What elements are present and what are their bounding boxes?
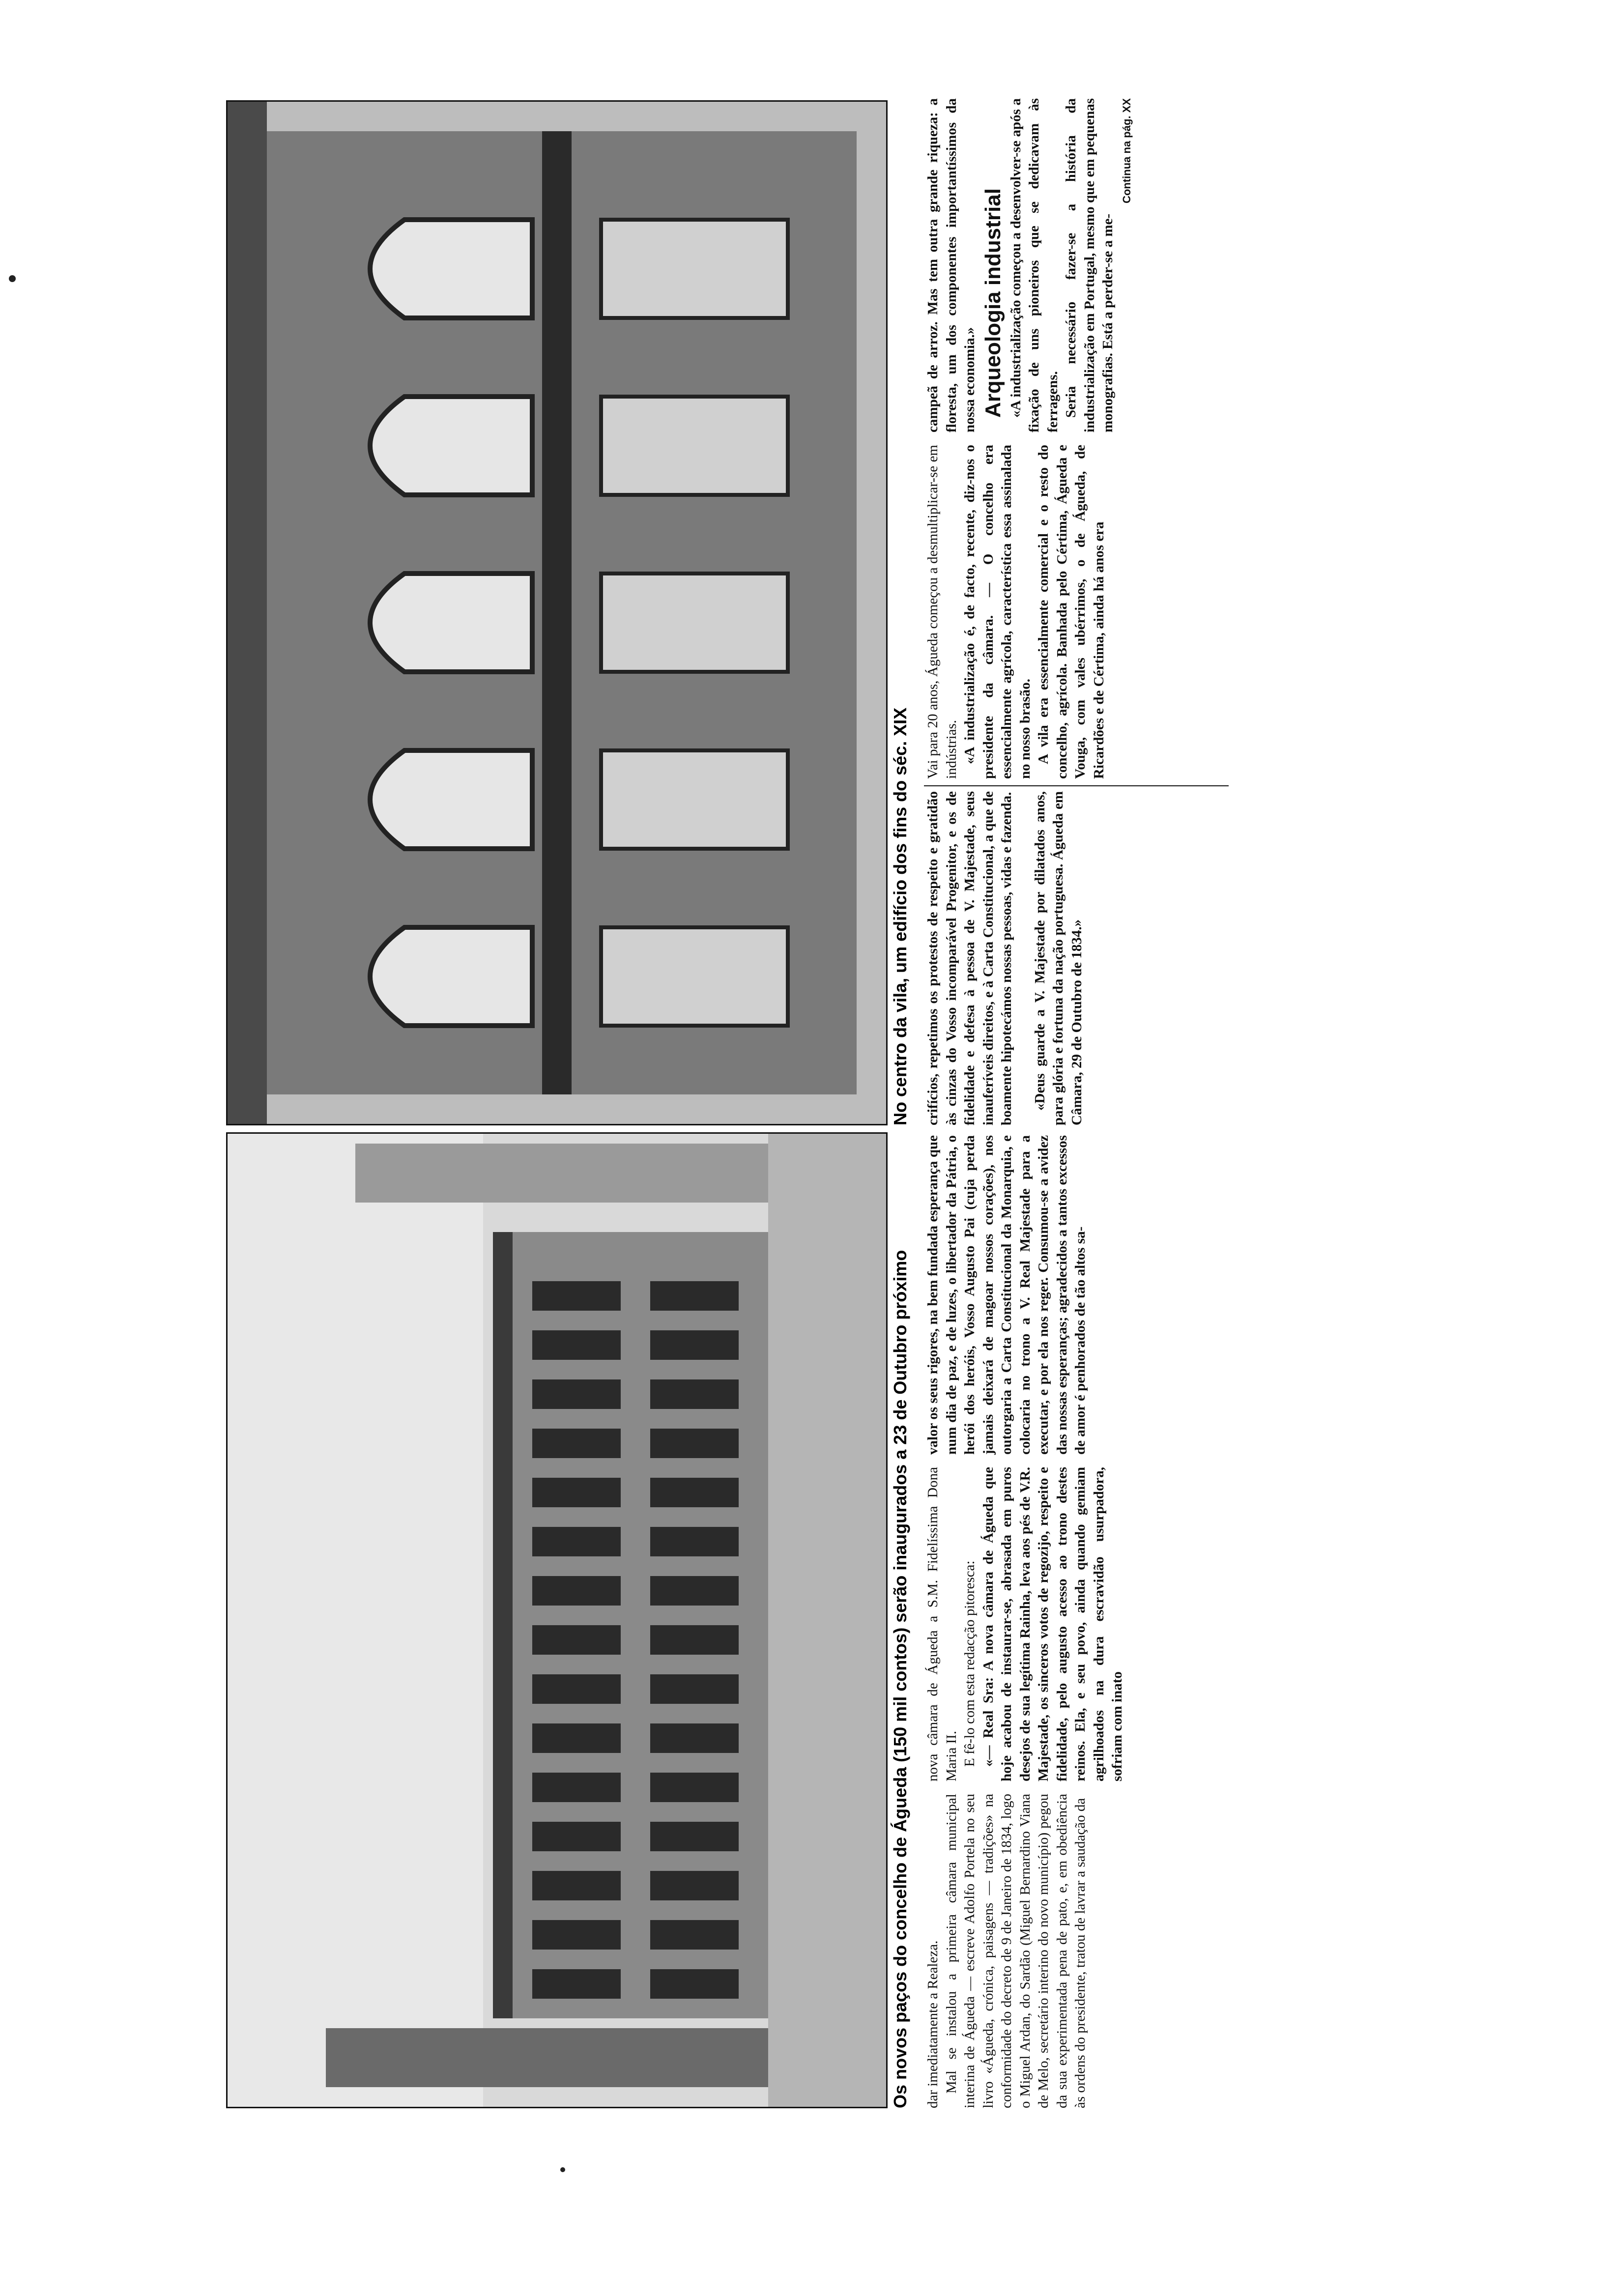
col1-paragraph-2: Mal se instalou a primeira câmara municipal interina de Águeda — escreve Adolfo Portela no seu livro «Águeda, crónica, paisagens — tradições» na conformidade do decreto de 9 de Janeiro de 1834, logo o Miguel Ardan, do Sardão (Miguel Bernardino Viana de Melo, secretário interino do novo município) pegou da sua experimentada pena de pato, e, em obediência às ordens do presidente, tratou de lavrar a saudação da xyxy=(943,1794,1088,2108)
historic-building-photo xyxy=(226,100,888,1125)
newspaper-page xyxy=(221,84,1352,2113)
col2-paragraph-3: «— Real Sra: A nova câmara de Águeda que hoje acabou de instaurar-se, abrasada em puros desejos de sua legítima Rainha, leva aos pés de V.R. Majestade, os sinceros votos de regozijo, respeito e fidelidade, pelo augusto acesso ao trono destes reinos. Ela, e seu povo, ainda quando gemiam agrilhoados na dura escravidão usurpadora, sofriam com inato xyxy=(980,1467,1125,1781)
scan-speck xyxy=(9,275,16,282)
col5-paragraph-3: A vila era essencialmente comercial e o resto do concelho, agrícola. Banhada pelo Cértima, Águeda e Vouga, com vales ubérrimos, o de Águeda, de Ricardões e de Cértima, ainda há anos era xyxy=(1036,445,1107,779)
section-subhead: Arqueologia industrial xyxy=(980,188,1005,418)
historic-building-icon xyxy=(228,102,886,1124)
col3-paragraph-1: valor os seus rigores, na bem fundada esperança que num dia de paz, e de luzes, o libertador da Pátria, o herói dos heróis, Vosso Augusto Pai (cuja perda jamais deixará de magoar nossos corações), nos outorgaria a Carta Constitucional da Monarquia, e colocaria no trono a V. Real Majestade para a executar, e por ela nos reger. Consumou-se a avidez das nossas esperanças; agradecidos a tantos excessos de amor é penhorados de tão altos sa- xyxy=(925,1135,1088,1455)
col6-paragraph-2: «A industrialização começou a desenvolver-se após a fixação de uns pioneiros que se dedicavam às ferragens. xyxy=(1008,98,1061,432)
col2-paragraph-1: nova câmara de Águeda a S.M. Fidelíssima Dona Maria II. xyxy=(925,1467,959,1781)
column-2 xyxy=(924,1467,1127,1781)
scan-speck xyxy=(560,2167,565,2172)
col4-paragraph-1: crifícios, repetimos os protestos de respeito e gratidão às cinzas do Vosso incomparável Progenitor, e os de fidelidade e defesa à pessoa de V. Majestade, seus inauferíveis direitos, e à Carta Constitucional, a que de boamente hipotecámos nossas pessoas, vidas e fazenda. xyxy=(925,791,1014,1125)
modern-town-hall-icon xyxy=(228,1134,886,2107)
col1-paragraph-1: dar imediatamente a Realeza. xyxy=(925,1940,941,2108)
col5-paragraph-1: Vai para 20 anos, Águeda começou a desmultiplicar-se em indústrias. xyxy=(925,445,959,779)
continued-note: Continua na pág. XX xyxy=(1120,98,1133,203)
town-hall-photo xyxy=(226,1132,888,2108)
column-rule xyxy=(924,785,1229,786)
column-4 xyxy=(924,791,1086,1125)
col6-paragraph-1: campeã de arroz. Mas tem outra grande riqueza: a floresta, um dos componentes importantíssimos da nossa economia.» xyxy=(925,98,978,432)
town-hall-caption: Os novos paços do concelho de Águeda (150 mil contos) serão inaugurados a 23 de Outubro próximo xyxy=(890,1250,910,2108)
column-6 xyxy=(924,98,1136,432)
col4-paragraph-2: «Deus guarde a V. Majestade por dilatados anos, para glória e fortuna da nação portuguesa. Águeda em Câmara, 29 de Outubro de 1834.» xyxy=(1032,791,1085,1125)
historic-building-caption: No centro da vila, um edifício dos fins do séc. XIX xyxy=(890,707,910,1125)
column-3 xyxy=(924,1135,1090,1455)
col6-paragraph-3: Seria necessário fazer-se a história da industrialização em Portugal, mesmo que em pequenas monografias. Está a perder-se a me- xyxy=(1063,98,1116,432)
column-5 xyxy=(924,445,1108,779)
col2-paragraph-2: E fê-lo com esta redacção pitoresca: xyxy=(962,1560,978,1767)
col5-paragraph-2: «A industrialização é, de facto, recente, diz-nos o presidente da câmara. — O concelho era essencialmente agrícola, característica essa assinalada no nosso brasão. xyxy=(962,445,1033,779)
column-1 xyxy=(924,1794,1090,2108)
